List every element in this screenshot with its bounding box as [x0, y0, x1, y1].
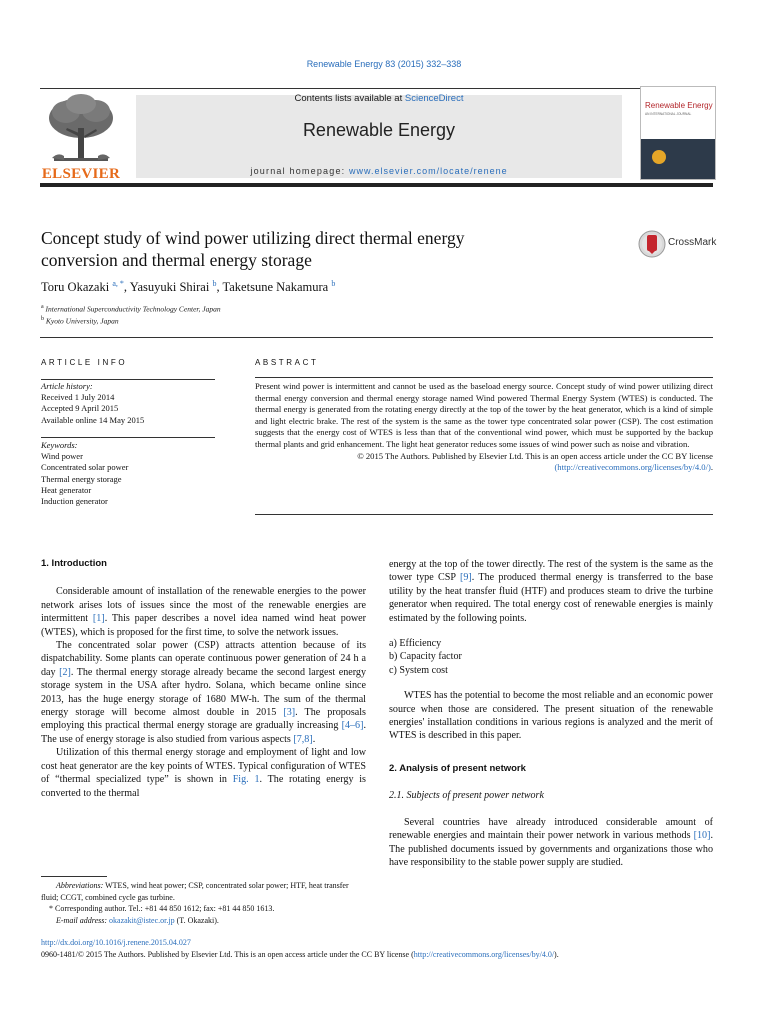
- author-name[interactable]: Toru Okazaki: [41, 280, 110, 295]
- author-name[interactable]: Taketsune Nakamura: [222, 280, 329, 295]
- article-history: [41, 381, 144, 426]
- list-item: b) Capacity factor: [389, 651, 462, 663]
- section-heading-analysis: 2. Analysis of present network: [389, 762, 526, 774]
- crossmark-label: CrossMark: [668, 237, 717, 248]
- abbreviations-footnote: [41, 880, 366, 903]
- paragraph-text: energy at the top of the tower directly. The rest of the system is the same as the tower type CSP: [389, 559, 713, 584]
- keyword: Heat generator: [41, 484, 92, 495]
- paragraph-text: Considerable amount of installation of the renewable energies to the power network arises lots of issues since the most of the renewable energies are intermittent: [41, 586, 366, 625]
- reference-link[interactable]: [9]: [459, 572, 472, 584]
- license-link[interactable]: (http://creativecommons.org/licenses/by/4.0/): [554, 462, 711, 473]
- affiliation-b: [41, 316, 119, 326]
- reference-link[interactable]: [10]: [693, 830, 711, 842]
- author-affiliation-marker[interactable]: b: [331, 279, 336, 288]
- abstract-license: [255, 451, 713, 474]
- history-received: Received 1 July 2014: [41, 392, 115, 403]
- footnote-rule: [41, 876, 107, 877]
- cover-sun-graphic: [652, 150, 666, 164]
- cover-title: Renewable Energy: [645, 101, 713, 110]
- paragraph-text: .: [312, 733, 316, 745]
- abstract-text: [255, 381, 713, 474]
- crossmark-badge[interactable]: [638, 229, 718, 259]
- contents-prefix: Contents lists available at: [294, 93, 405, 104]
- reference-link[interactable]: [1]: [92, 613, 105, 625]
- affiliation-text: International Superconductivity Technology Center, Japan: [45, 304, 221, 314]
- corresponding-author-footnote: * Corresponding author. Tel.: +81 44 850 1612; fax: +81 44 850 1613.: [49, 904, 275, 914]
- sciencedirect-link[interactable]: ScienceDirect: [404, 93, 464, 104]
- keywords-rule: [41, 437, 215, 438]
- paragraph: [389, 558, 713, 625]
- keyword: Wind power: [41, 451, 83, 462]
- history-accepted: Accepted 9 April 2015: [41, 403, 119, 414]
- affiliation-marker: a: [41, 304, 44, 310]
- body-right-column: [389, 558, 713, 869]
- affiliation-marker: b: [41, 316, 44, 322]
- email-suffix: (T. Okazaki).: [174, 915, 219, 925]
- paragraph-text: . The thermal energy storage already became the second largest energy storage system in the USA after hydro. Solana, which became online since 2013, has the huge energy storage of 1680 MW-h. The sum of the thermal energy storage will become almost double in 2015: [41, 666, 366, 719]
- keyword: Induction generator: [41, 496, 108, 507]
- paragraph: [41, 639, 366, 746]
- title-line-1: Concept study of wind power utilizing direct thermal energy: [41, 228, 465, 248]
- journal-name: Renewable Energy: [302, 120, 456, 140]
- header-top-rule: [40, 88, 713, 89]
- journal-cover-image[interactable]: [640, 86, 716, 180]
- contents-line: [136, 93, 622, 104]
- keyword: Concentrated solar power: [41, 462, 129, 473]
- footer-license-link[interactable]: http://creativecommons.org/licenses/by/4.0/: [413, 949, 555, 959]
- abbreviations-text: WTES, wind heat power; CSP, concentrated solar power; HTF, heat transfer fluid; CCGT, combined cycle gas turbine.: [41, 881, 349, 902]
- list-item: a) Efficiency: [389, 638, 442, 650]
- abstract-heading: ABSTRACT: [255, 358, 319, 367]
- author-name[interactable]: Yasuyuki Shirai: [129, 280, 210, 295]
- article-title: [41, 227, 581, 271]
- cover-subtitle: AN INTERNATIONAL JOURNAL: [645, 112, 692, 116]
- author-affiliation-marker[interactable]: a, *: [112, 279, 124, 288]
- paragraph-text: . The proposals employing this practical thermal energy storage are gradually increasing: [41, 707, 366, 732]
- footnotes: [41, 880, 366, 926]
- affiliation-a: [41, 304, 221, 314]
- journal-homepage: [136, 166, 622, 176]
- paragraph-text: . The rotating energy is converted to the thermal: [41, 774, 366, 799]
- elsevier-wordmark: ELSEVIER: [41, 166, 121, 182]
- issn-text: 0960-1481/© 2015 The Authors. Published by Elsevier Ltd. This is an open access article under the CC BY license (: [41, 949, 414, 959]
- figure-link[interactable]: Fig. 1: [232, 774, 260, 786]
- homepage-link[interactable]: www.elsevier.com/locate/renene: [349, 166, 508, 176]
- homepage-prefix: journal homepage:: [250, 166, 350, 176]
- keywords-block: [41, 440, 128, 507]
- paragraph: WTES has the potential to become the most reliable and an economic power source when those are considered. The present situation of the renewable energies' installation conditions in various regions is analyzed and the merit of WTES is described in this paper.: [389, 690, 713, 742]
- footer-license-end: ).: [554, 949, 559, 959]
- issn-license-line: [41, 949, 721, 961]
- article-info-heading: ARTICLE INFO: [41, 358, 128, 367]
- abstract-rule: [255, 377, 713, 378]
- author-affiliation-marker[interactable]: b: [212, 279, 217, 288]
- paragraph-text: . The use of energy storage is also studied from various aspects: [41, 720, 366, 745]
- email-footnote: [41, 915, 366, 927]
- keywords-label: Keywords:: [41, 440, 78, 450]
- reference-link[interactable]: [2]: [59, 666, 71, 678]
- reference-link[interactable]: [7,8]: [293, 733, 313, 745]
- paragraph: [41, 746, 366, 800]
- email-link[interactable]: okazakit@istec.or.jp: [109, 915, 175, 925]
- paragraph-text: . This paper describes a novel idea named wind heat power (WTES), which is proposed for the first time, to solve the network issues.: [41, 613, 366, 638]
- article-info-rule: [41, 379, 215, 380]
- author-list: Toru Okazaki $^{a, *}$, Yasuyuki Shirai $^b$, Taketsune Nakamura $^b$: [41, 279, 336, 295]
- paragraph-text: Several countries have already introduced considerable amount of renewable energies and maintain their power network in various methods: [389, 816, 713, 842]
- paragraph: [389, 816, 713, 870]
- paragraph-text: The concentrated solar power (CSP) attracts attention because of its dispatchability. Some plants can operate continuous power generation of 24 h a day: [41, 640, 366, 678]
- journal-citation[interactable]: Renewable Energy 83 (2015) 332–338: [306, 59, 462, 69]
- abstract-body: Present wind power is intermittent and cannot be used as the baseload energy source. Concept study of wind power utilizing direct thermal energy conversion and thermal energy storage named Wind powered Thermal Energy System (WTES) is conducted. The thermal energy is generated from the rotating energy directly at the top of the tower by the heat generator, which is a kind of simple and light electric brake. The rest of the system is the same as the tower type concentrated solar power (CSP). The cost estimation suggests that the energy cost of WTES is less than that of the conventional wind power, which must be supported by the backup thermal plants and grid enhancement. The light heat generator reduces some issues of wind power such as noise and vibration.: [255, 381, 713, 449]
- history-online: Available online 14 May 2015: [41, 414, 145, 425]
- title-line-2: conversion and thermal energy storage: [41, 250, 312, 270]
- license-end: .: [710, 462, 713, 473]
- abbreviations-label: Abbreviations:: [56, 881, 104, 890]
- paragraph: [41, 585, 366, 639]
- reference-link[interactable]: [4–6]: [341, 720, 364, 732]
- affiliation-text: Kyoto University, Japan: [45, 316, 119, 326]
- section-heading-introduction: 1. Introduction: [41, 558, 107, 569]
- title-block-rule: [40, 337, 713, 338]
- reference-link[interactable]: [3]: [283, 707, 296, 719]
- body-left-column: [41, 557, 366, 800]
- subsection-heading: 2.1. Subjects of present power network: [389, 790, 544, 802]
- paragraph-text: Utilization of this thermal energy storage and employment of light and low cost heat generator are the key points of WTES. Typical configuration of WTES of “thermal specialized type” is shown in: [41, 747, 366, 786]
- list-item: c) System cost: [389, 664, 448, 676]
- article-footer: [41, 937, 721, 961]
- paragraph-text: . The produced thermal energy is transferred to the base utility by the heat transfer fluid (HTF) and produces steam to drive the turbine generator when required. The total energy cost of renewable energies is mainly estimated by the following points.: [389, 572, 713, 624]
- header-thick-rule: [40, 183, 713, 187]
- email-label: E-mail address:: [56, 915, 110, 925]
- abstract-bottom-rule: [255, 514, 713, 515]
- license-statement: © 2015 The Authors. Published by Elsevier Ltd. This is an open access article under the CC BY license: [357, 450, 713, 461]
- doi-link[interactable]: http://dx.doi.org/10.1016/j.renene.2015.04.027: [41, 938, 191, 947]
- paragraph-text: . The published documents issued by governments and organizations those who have responsibility to the stable power supply are studied.: [389, 830, 713, 868]
- keyword: Thermal energy storage: [41, 473, 122, 484]
- article-history-label: Article history:: [41, 381, 93, 391]
